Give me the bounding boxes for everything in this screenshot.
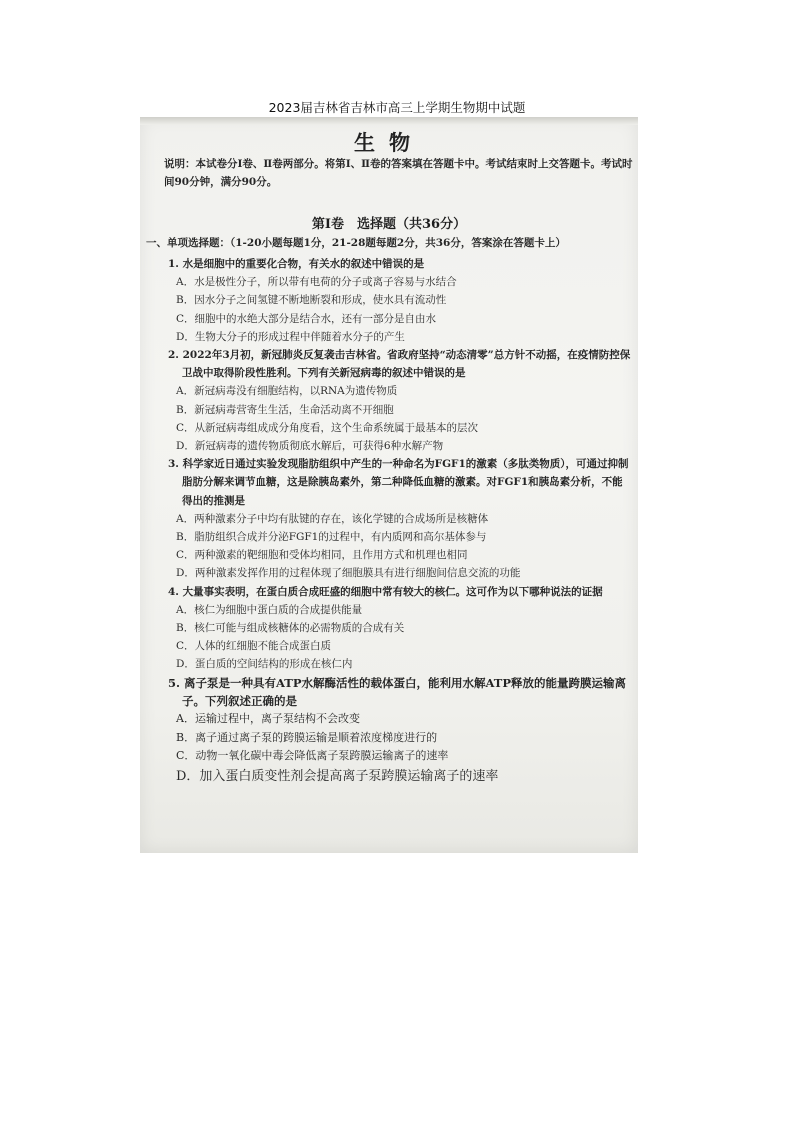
single-choice-heading: 一、单项选择题：（1-20小题每题1分，21-28题每题2分，共36分，答案涂在答题卡上）	[146, 237, 566, 249]
question-stem: 3. 科学家近日通过实验发现脂肪组织中产生的一种命名为FGF1的激素（多肽类物质），可通过抑制脂肪分解来调节血糖，这是除胰岛素外，第二种降低血糖的激素。对FGF1和胰岛素分析，不能得出的推测是	[168, 458, 629, 507]
section-heading: 第Ⅰ卷 选择题（共36分）	[311, 217, 467, 232]
option-b: B．核仁可能与组成核糖体的必需物质的合成有关	[176, 622, 405, 635]
option-d: D．蛋白质的空间结构的形成在核仁内	[176, 658, 353, 671]
scanned-exam-page	[140, 117, 638, 853]
question-1	[168, 255, 632, 346]
exam-instructions: 说明：本试卷分Ⅰ卷、Ⅱ卷两部分。将第Ⅰ、Ⅱ卷的答案填在答题卡中。考试结束时上交答题卡。考试时间90分钟，满分90分。	[164, 158, 633, 188]
subject-heading: 生物	[354, 130, 424, 155]
question-stem: 5. 离子泵是一种具有ATP水解酶活性的载体蛋白，能利用水解ATP释放的能量跨膜运输离子。下列叙述正确的是	[168, 675, 627, 708]
option-d: D．加入蛋白质变性剂会提高离子泵跨膜运输离子的速率	[176, 768, 499, 784]
question-3	[168, 455, 632, 582]
question-stem: 4. 大量事实表明，在蛋白质合成旺盛的细胞中常有较大的核仁。这可作为以下哪种说法的证据	[168, 585, 603, 598]
option-c: C．动物一氧化碳中毒会降低离子泵跨膜运输离子的速率	[176, 749, 449, 763]
question-stem: 1. 水是细胞中的重要化合物，有关水的叙述中错误的是	[168, 258, 425, 270]
option-d: D．新冠病毒的遗传物质彻底水解后，可获得6种水解产物	[176, 440, 444, 453]
option-b: B．因水分子之间氢键不断地断裂和形成，使水具有流动性	[176, 294, 447, 307]
scan-top-edge	[140, 117, 638, 125]
option-a: A．新冠病毒没有细胞结构，以RNA为遗传物质	[176, 385, 398, 398]
option-d: D．两种激素发挥作用的过程体现了细胞膜具有进行细胞间信息交流的功能	[176, 567, 521, 580]
question-2	[168, 346, 632, 455]
question-list	[168, 255, 632, 787]
option-d: D．生物大分子的形成过程中伴随着水分子的产生	[176, 330, 405, 343]
option-a: A．核仁为细胞中蛋白质的合成提供能量	[176, 603, 363, 616]
document-title: 2023届吉林省吉林市高三上学期生物期中试题	[268, 100, 526, 115]
option-c: C．人体的红细胞不能合成蛋白质	[176, 640, 332, 653]
option-a: A．两种激素分子中均有肽键的存在，该化学键的合成场所是核糖体	[176, 512, 489, 525]
option-b: B．离子通过离子泵的跨膜运输是顺着浓度梯度进行的	[176, 730, 438, 744]
option-c: C．两种激素的靶细胞和受体均相同，且作用方式和机理也相同	[176, 549, 468, 562]
option-c: C．从新冠病毒组成成分角度看，这个生命系统属于最基本的层次	[176, 421, 479, 434]
question-5	[168, 674, 632, 787]
option-b: B．脂肪组织合成并分泌FGF1的过程中，有内质网和高尔基体参与	[176, 531, 487, 544]
question-stem: 2. 2022年3月初，新冠肺炎反复袭击吉林省。省政府坚持“动态清零”总方针不动摇，在疫情防控保卫战中取得阶段性胜利。下列有关新冠病毒的叙述中错误的是	[168, 349, 631, 380]
option-a: A．水是极性分子，所以带有电荷的分子或离子容易与水结合	[176, 276, 457, 289]
question-4	[168, 583, 632, 674]
option-b: B．新冠病毒营寄生生活，生命活动离不开细胞	[176, 403, 394, 416]
option-a: A．运输过程中，离子泵结构不会改变	[176, 712, 360, 726]
option-c: C．细胞中的水绝大部分是结合水，还有一部分是自由水	[176, 312, 437, 325]
